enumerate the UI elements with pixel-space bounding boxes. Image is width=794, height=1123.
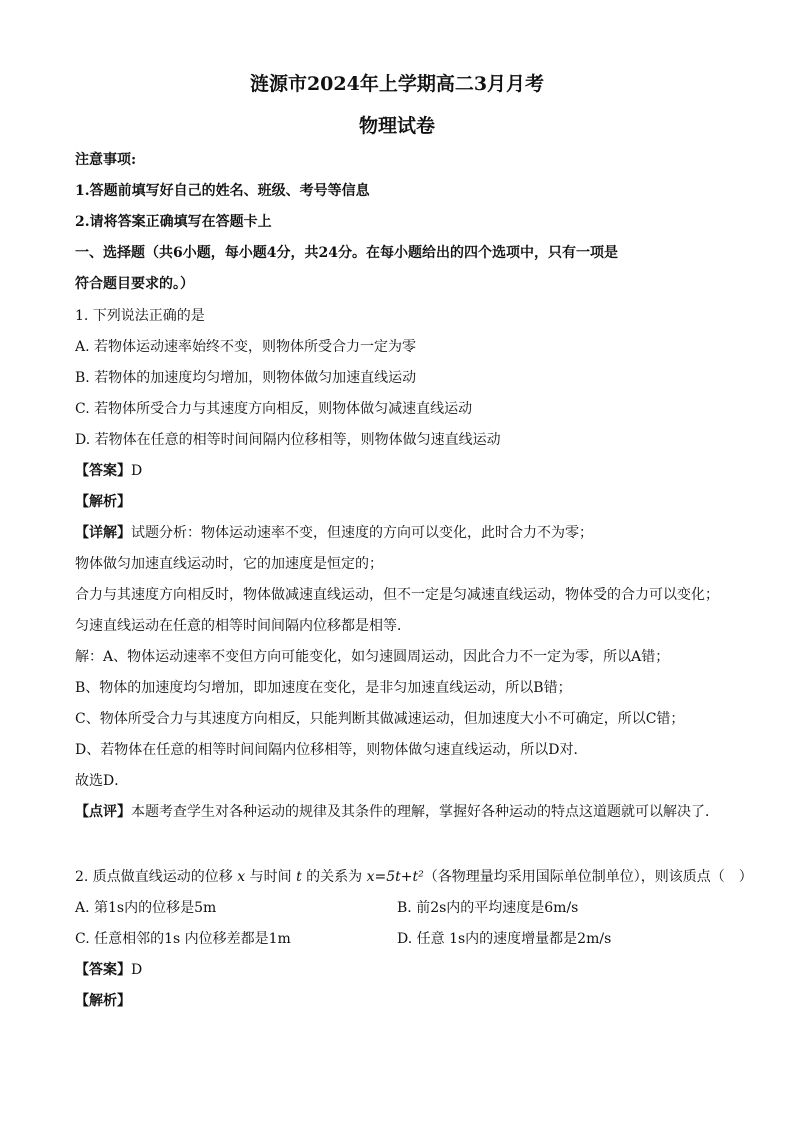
- q1-analysis-tag: [75, 493, 131, 511]
- q1-option-c: C. 若物体所受合力与其速度方向相反，则物体做匀减速直线运动: [75, 401, 473, 417]
- detail-tag: 【详解】: [75, 525, 131, 541]
- q1-detail-line: 解：A、物体运动速率不变但方向可能变化，如匀速圆周运动，因此合力不一定为零，所以A错；: [75, 649, 670, 665]
- q2-formula: x=5t+t²: [366, 869, 424, 885]
- q1-detail-line: 物体做匀加速直线运动时，它的加速度是恒定的；: [75, 556, 383, 572]
- q2-option-b: B. 前2s内的平均速度是6m/s: [397, 900, 579, 916]
- q2-var-t: t: [296, 869, 302, 885]
- q1-option-b: B. 若物体的加速度均匀增加，则物体做匀加速直线运动: [75, 370, 417, 386]
- q1-detail-line: C、物体所受合力与其速度方向相反，只能判断其做减速运动，但加速度大小不可确定，所以C错；: [75, 711, 685, 727]
- q2-option-a: A. 第1s内的位移是5m: [75, 900, 217, 916]
- analysis-tag: 【解析】: [75, 993, 131, 1009]
- notice-item-1: 1.答题前填写好自己的姓名、班级、考号等信息: [75, 183, 370, 199]
- detail-text: 试题分析：物体运动速率不变，但速度的方向可以变化，此时合力不为零；: [131, 525, 593, 541]
- notice-heading: 注意事项:: [75, 152, 137, 168]
- q1-detail-line: 合力与其速度方向相反时，物体做减速直线运动，但不一定是匀减速直线运动，物体受的合力可以变化；: [75, 587, 719, 603]
- q2-option-d: D. 任意 1s内的速度增量都是2m/s: [397, 931, 612, 947]
- q1-option-d: D. 若物体在任意的相等时间间隔内位移相等，则物体做匀速直线运动: [75, 432, 501, 448]
- q2-stem-part: 2. 质点做直线运动的位移: [75, 869, 233, 885]
- exam-title: 涟源市2024年上学期高二3月月考: [249, 73, 545, 95]
- exam-subtitle: 物理试卷: [358, 115, 435, 137]
- answer-value: D: [131, 962, 143, 978]
- answer-value: D: [131, 463, 143, 479]
- q1-comment: [75, 803, 719, 821]
- q2-var-x: x: [237, 869, 246, 885]
- notice-item-2: 2.请将答案正确填写在答题卡上: [75, 214, 272, 230]
- q1-detail-line: 故选D．: [75, 773, 129, 789]
- comment-text: 本题考查学生对各种运动的规律及其条件的理解，掌握好各种运动的特点这道题就可以解决了．: [131, 804, 719, 820]
- q1-detail-line: [75, 524, 593, 542]
- analysis-tag: 【解析】: [75, 494, 131, 510]
- q1-detail-line: B、物体的加速度均匀增加，即加速度在变化，是非匀加速直线运动，所以B错；: [75, 680, 572, 696]
- q2-stem-part: 的关系为: [306, 869, 363, 885]
- q2-answer: [75, 961, 142, 979]
- q1-option-a: A. 若物体运动速率始终不变，则物体所受合力一定为零: [75, 339, 417, 355]
- q1-stem: 1. 下列说法正确的是: [75, 308, 205, 324]
- q1-answer: [75, 462, 142, 480]
- q1-detail-line: 匀速直线运动在任意的相等时间间隔内位移都是相等．: [75, 618, 411, 634]
- section-heading-line-1: 一、选择题（共6小题，每小题4分，共24分。在每小题给出的四个选项中，只有一项是: [75, 245, 618, 261]
- q2-stem-part: （各物理量均采用国际单位制单位），则该质点（ ）: [423, 869, 753, 885]
- comment-tag: 【点评】: [75, 804, 131, 820]
- q1-detail-line: D、若物体在任意的相等时间间隔内位移相等，则物体做匀速直线运动，所以D对．: [75, 742, 588, 758]
- answer-tag: 【答案】: [75, 463, 131, 479]
- answer-tag: 【答案】: [75, 962, 131, 978]
- q2-option-c: C. 任意相邻的1s 内位移差都是1m: [75, 931, 291, 947]
- q2-stem-part: 与时间: [249, 869, 292, 885]
- q2-analysis-tag: [75, 992, 131, 1010]
- section-heading-line-2: 符合题目要求的。）: [75, 276, 194, 292]
- q2-stem: [75, 868, 753, 886]
